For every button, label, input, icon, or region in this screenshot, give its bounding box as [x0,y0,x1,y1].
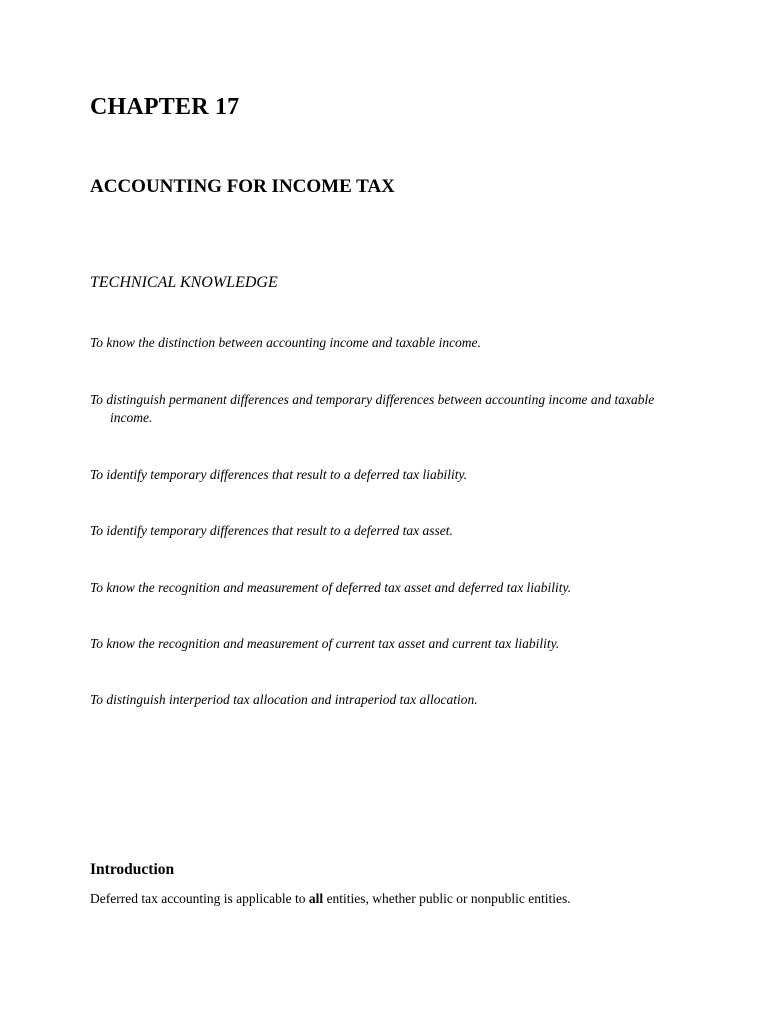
introduction-text-end: entities, whether public or nonpublic entities. [323,891,571,906]
objective-item: To know the recognition and measurement of current tax asset and current tax liability. [90,636,560,651]
introduction-heading: Introduction [90,861,175,878]
objective-item: To identify temporary differences that result to a deferred tax liability. [90,467,468,482]
introduction-text-emphasis: all [308,891,324,906]
chapter-number: CHAPTER 17 [90,94,240,120]
introduction-text-start: Deferred tax accounting is applicable to [90,891,309,906]
objective-item: To distinguish interperiod tax allocation and intraperiod tax allocation. [90,692,478,707]
objective-item: To distinguish permanent differences and temporary differences between accounting income and taxable income. [90,392,655,425]
introduction-paragraph [90,891,730,907]
technical-knowledge-heading: TECHNICAL KNOWLEDGE [90,274,278,291]
chapter-title: ACCOUNTING FOR INCOME TAX [90,176,395,197]
objective-item: To know the distinction between accounting income and taxable income. [90,335,481,350]
objective-item: To identify temporary differences that result to a deferred tax asset. [90,523,453,538]
objective-item: To know the recognition and measurement of deferred tax asset and deferred tax liability. [90,580,572,595]
